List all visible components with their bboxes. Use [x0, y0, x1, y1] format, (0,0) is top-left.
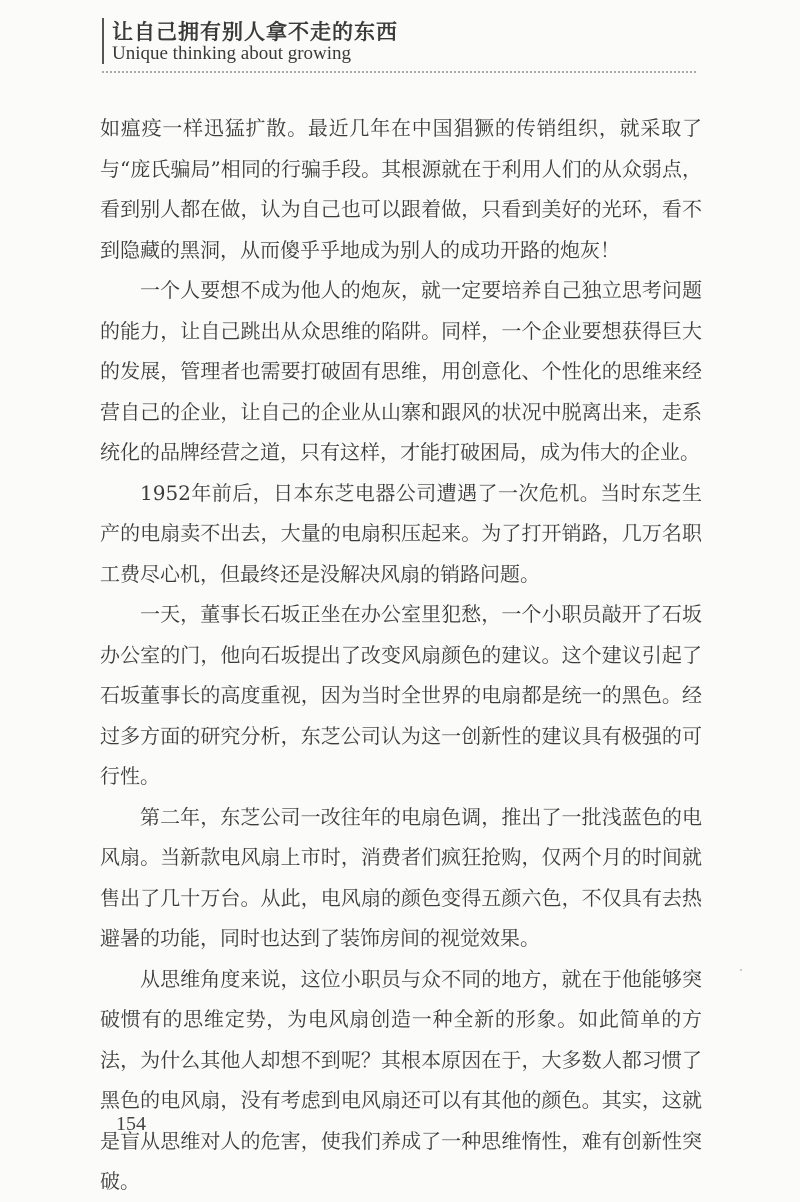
book-subtitle: Unique thinking about growing: [112, 43, 352, 64]
paragraph: 一个人要想不成为他人的炮灰，就一定要培养自己独立思考问题的能力，让自己跳出从众思维的陷阱。同样，一个企业要想获得巨大的发展，管理者也需要打破固有思维，用创意化、个性化的思维来经营自己的企业，让自己的企业从山寨和跟风的状况中脱离出来，走系统化的品牌经营之道，只有这样，才能打破困局，成为伟大的企业。: [100, 278, 702, 464]
body-text: [100, 108, 702, 1202]
header-divider: [102, 71, 696, 73]
paragraph: 一天，董事长石坂正坐在办公室里犯愁，一个小职员敲开了石坂办公室的门，他向石坂提出了改变风扇颜色的建议。这个建议引起了石坂董事长的高度重视，因为当时全世界的电扇都是统一的黑色。经过多方面的研究分析，东芝公司认为这一创新性的建议具有极强的可行性。: [100, 602, 702, 788]
paragraph: 如瘟疫一样迅猛扩散。最近几年在中国猖獗的传销组织，就采取了与“庞氏骗局”相同的行骗手段。其根源就在于利用人们的从众弱点，看到别人都在做，认为自己也可以跟着做，只看到美好的光环，看不到隐藏的黑洞，从而傻乎乎地成为别人的成功开路的炮灰！: [100, 116, 702, 262]
scan-speck: [740, 969, 742, 971]
paragraph: 第二年，东芝公司一改往年的电扇色调，推出了一批浅蓝色的电风扇。当新款电风扇上市时，消费者们疯狂抢购，仅两个月的时间就售出了几十万台。从此，电风扇的颜色变得五颜六色，不仅具有去热避暑的功能，同时也达到了装饰房间的视觉效果。: [100, 804, 702, 950]
book-title: 让自己拥有别人拿不走的东西: [112, 19, 398, 44]
header-rule: [102, 18, 104, 64]
paragraph: 1952年前后，日本东芝电器公司遭遇了一次危机。当时东芝生产的电扇卖不出去，大量的电扇积压起来。为了打开销路，几万名职工费尽心机，但最终还是没解决风扇的销路问题。: [100, 480, 702, 586]
page-number: 154: [116, 1113, 146, 1135]
paragraph: 从思维角度来说，这位小职员与众不同的地方，就在于他能够突破惯有的思维定势，为电风扇创造一种全新的形象。如此简单的方法，为什么其他人却想不到呢？其根本原因在于，大多数人都习惯了黑色的电风扇，没有考虑到电风扇还可以有其他的颜色。其实，这就是盲从思维对人的危害，使我们养成了一种思维惰性，难有创新性突破。: [100, 966, 702, 1193]
running-header: [102, 16, 702, 68]
